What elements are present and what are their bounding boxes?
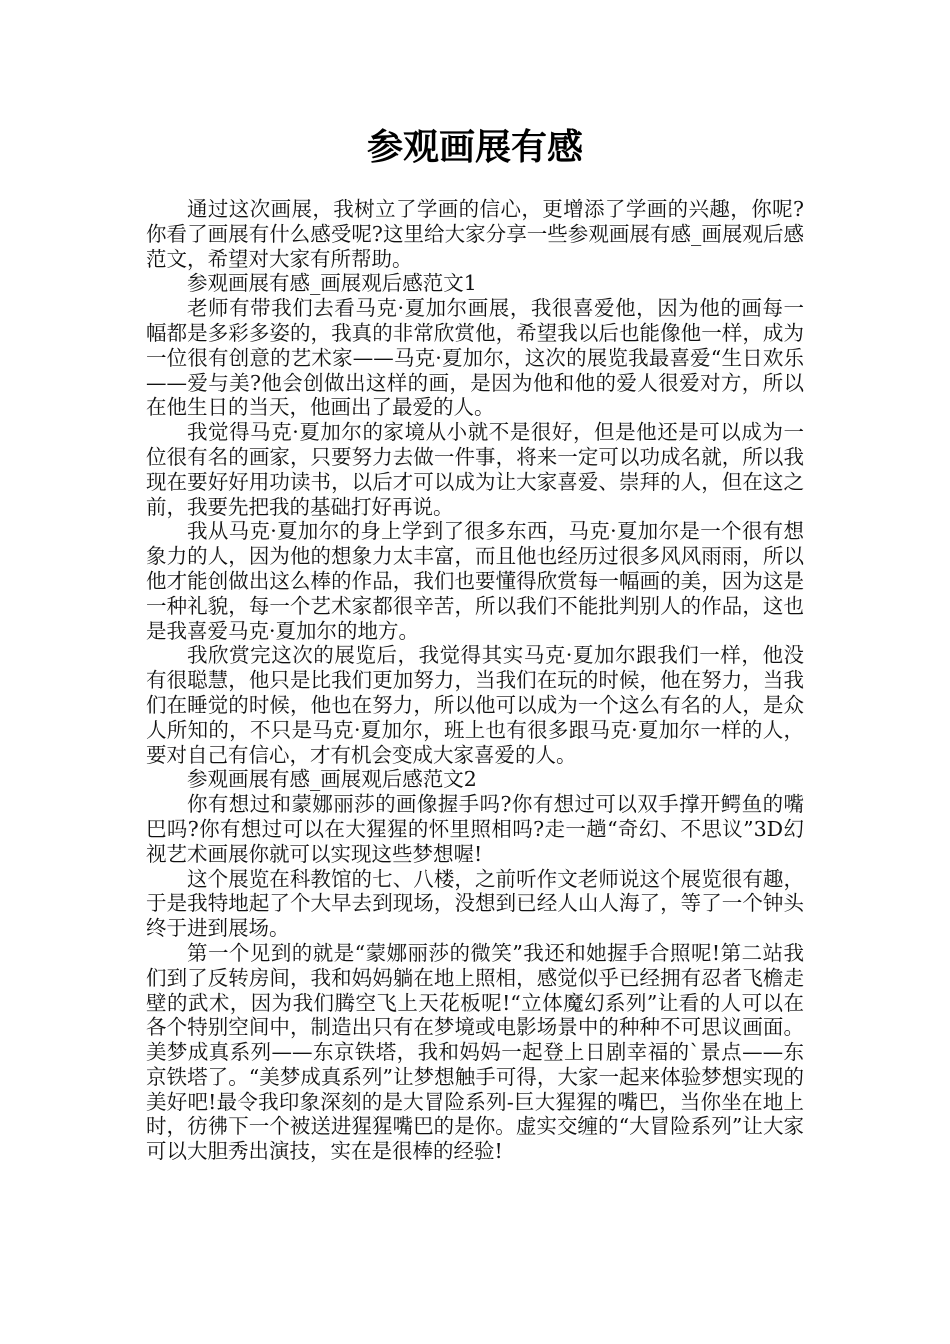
intro-paragraph: 通过这次画展，我树立了学画的信心，更增添了学画的兴趣，你呢?你看了画展有什么感受呢?这里给大家分享一些参观画展有感_画展观后感范文，希望对大家有所帮助。	[146, 197, 804, 271]
page-title: 参观画展有感	[366, 127, 583, 168]
body-paragraph: 第一个见到的就是“蒙娜丽莎的微笑”我还和她握手合照呢!第二站我们到了反转房间，我和妈妈躺在地上照相，感觉似乎已经拥有忍者飞檐走壁的武术，因为我们腾空飞上天花板呢!“立体魔幻系列”让看的人可以在各个特别空间中，制造出只有在梦境或电影场景中的种种不可思议画面。美梦成真系列——东京铁塔，我和妈妈一起登上日剧幸福的`景点——东京铁塔了。“美梦成真系列”让梦想触手可得，大家一起来体验梦想实现的美好吧!最令我印象深刻的是大冒险系列-巨大猩猩的嘴巴，当你坐在地上时，彷彿下一个被送进猩猩嘴巴的是你。虚实交缠的“大冒险系列”让大家可以大胆秀出演技，实在是很棒的经验!	[146, 940, 804, 1164]
body-paragraph: 我觉得马克·夏加尔的家境从小就不是很好，但是他还是可以成为一位很有名的画家，只要努力去做一件事，将来一定可以功成名就，所以我现在要好好用功读书，以后才可以成为让大家喜爱、崇拜的人，但在这之前，我要先把我的基础打好再说。	[146, 420, 804, 519]
document-body	[146, 197, 804, 1164]
body-paragraph: 我从马克·夏加尔的身上学到了很多东西，马克·夏加尔是一个很有想象力的人，因为他的想象力太丰富，而且他也经历过很多风风雨雨，所以他才能创做出这么棒的作品，我们也要懂得欣赏每一幅画的美，因为这是一种礼貌，每一个艺术家都很辛苦，所以我们不能批判别人的作品，这也是我喜爱马克·夏加尔的地方。	[146, 519, 804, 643]
body-paragraph: 你有想过和蒙娜丽莎的画像握手吗?你有想过可以双手撑开鳄鱼的嘴巴吗?你有想过可以在大猩猩的怀里照相吗?走一趟“奇幻、不思议”3D幻视艺术画展你就可以实现这些梦想喔!	[146, 792, 804, 866]
body-paragraph: 我欣赏完这次的展览后，我觉得其实马克·夏加尔跟我们一样，他没有很聪慧，他只是比我们更加努力，当我们在玩的时候，他在努力，当我们在睡觉的时候，他也在努力，所以他可以成为一个这么有名的人，是众人所知的，不只是马克·夏加尔，班上也有很多跟马克·夏加尔一样的人，要对自己有信心，才有机会变成大家喜爱的人。	[146, 643, 804, 767]
body-paragraph: 老师有带我们去看马克·夏加尔画展，我很喜爱他，因为他的画每一幅都是多彩多姿的，我真的非常欣赏他，希望我以后也能像他一样，成为一位很有创意的艺术家——马克·夏加尔，这次的展览我最喜爱“生日欢乐——爱与美?他会创做出这样的画，是因为他和他的爱人很爱对方，所以在他生日的当天，他画出了最爱的人。	[146, 296, 804, 420]
body-paragraph: 这个展览在科教馆的七、八楼，之前听作文老师说这个展览很有趣，于是我特地起了个大早去到现场，没想到已经人山人海了，等了一个钟头终于进到展场。	[146, 866, 804, 941]
section-heading-2: 参观画展有感_画展观后感范文2	[187, 767, 477, 792]
section-heading-1: 参观画展有感_画展观后感范文1	[187, 271, 477, 296]
